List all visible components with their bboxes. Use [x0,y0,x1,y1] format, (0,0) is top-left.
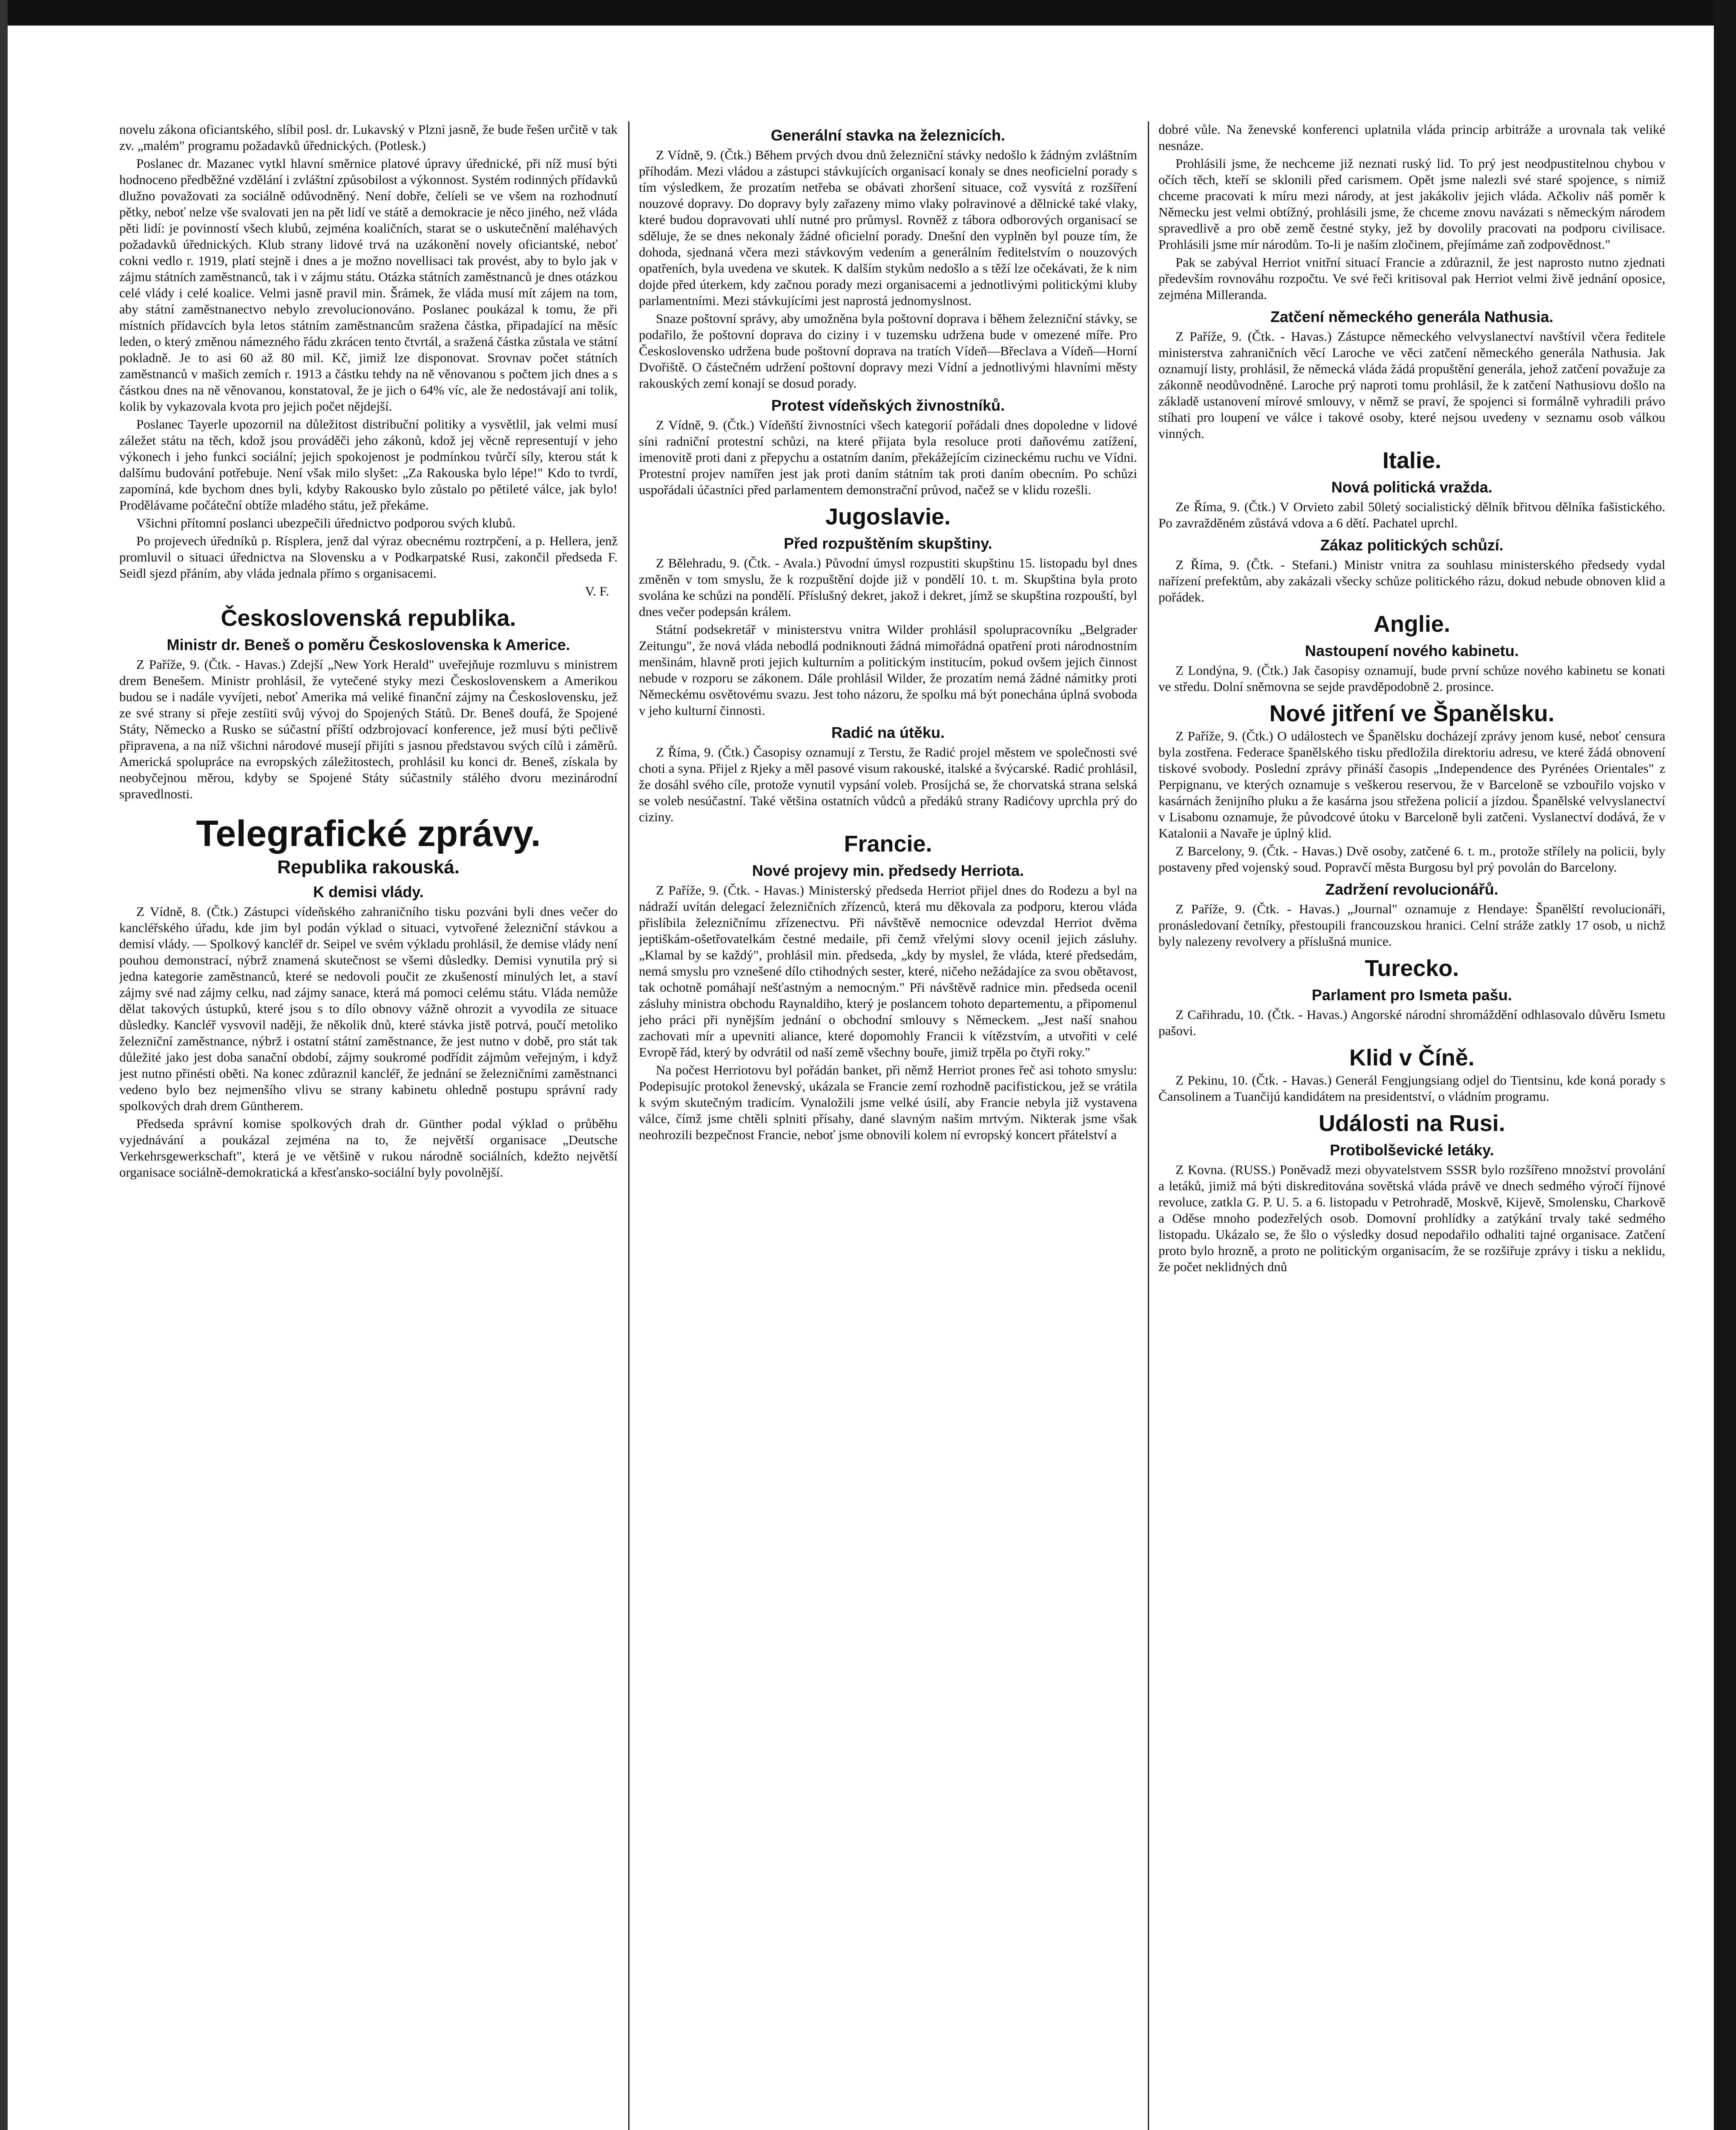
article-heading: Parlament pro Ismeta pašu. [1311,986,1512,1004]
article-heading: Nastoupení nového kabinetu. [1305,642,1519,659]
paragraph: Snaze poštovní správy, aby umožněna byla poštovní doprava i během železniční stávky, se podařilo, že poštovní doprava do ciziny i v tuzemsku udržena bude v omezené míře. Pro Československo udržena bude poštovní doprava na tratích Vídeň—Břeclava a Vídeň—Horní Dvořiště. O částečném udržení poštovní dopravy mezi Vídní a jednotlivými hlavními městy rakouských zemí konají se dosud porady. [639,311,1137,391]
paragraph: Poslanec dr. Mazanec vytkl hlavní směrnice platové úpravy úřednické, při níž musí býti hodnoceno předběžné vzdělání i zvláštní způsobilost a výkonnost. Systém rodinných přídavků dlužno považovati za sociálně odůvodněný. Není dobře, čelíeli se ve všem na rozhodnutí pětky, neboť nelze vše svalovati jen na pět lidí ve státě a demokracie je něco jiného, než vláda pěti lidí: je povinností všech klubů, zejména koaličních, starat se o uskutečnění maléhavých požadavků úřednických. Klub strany lidové trvá na uzákonění novely oficiantské, neboť cokni vedlo r. 1919, platí stejně i dnes a je možno novellisaci tak provést, aby to bylo jak v zájmu státních zaměstnanců, tak i v zájmu státu. Otázka státních zaměstnanců je dnes otázkou celé vlády i celé koalice. Velmi jasně pravil min. Šrámek, že vláda musí mít zájem na tom, aby státní zaměstnanectvo nebylo zrevolucionováno. Poslanec poukázal k tomu, že při místních přídavcích byla letos státním zaměstnancům sražena částka, připadající na měsíc leden, o který změnou námezného řádu zkrácen tento čtvrtál, a sražená částka zůstala ve státní pokladně. Je to asi 60 až 80 mil. Kč, jimiž lze disponovat. Srovnav počet státních zaměstnanců v mašich zemích r. 1913 a částku tehdy na ně věnovanou s počtem jich dnes a s částkou dnes na ně věnovanou, konstatoval, že je jich o 64% víc, ale že nedostávají ani tolik, kolik by vykazovala kvota pro jejich počet nějdejší. [119,156,618,414]
article-heading: Zadržení revolucionářů. [1325,881,1499,898]
paragraph: novelu zákona oficiantského, slíbil posl. dr. Lukavský v Plzni jasně, že bude řešen určitě v tak zv. „malém" programu požadavků úřednických. (Potlesk.) [119,122,618,153]
paragraph: Z Paříže, 9. (Čtk.) O událostech ve Španělsku docházejí zprávy jenom kusé, neboť censura byla zostřena. Federace španělského tisku předložila direktoriu adresu, ve které žádá obnovení tiskové svobody. Poslední zprávy přináší časopis „Independence des Pyrénées Orientales" z Perpignanu, ve kterých oznamuje s veškerou reservou, že v Barceloně se vzbouřilo vojsko v kasárnách ženijního pluku a že kasárna jsou střežena policií a jízdou. Španělské velvyslanectví v Lisabonu oznamuje, že původcové útoku v Barceloně byli zatčeni. Vyslanectví dodává, že v Katalonii a Navaře je úplný klid. [1158,728,1665,840]
section-heading: Klid v Číně. [1349,1045,1475,1071]
paragraph: Z Vídně, 8. (Čtk.) Zástupci vídeňského zahraničního tisku pozváni byli dnes večer do kancléřského úřadu, kde jim byl podán výklad o situaci, vytvořené železniční stávkou a demisí vlády. — Spolkový kancléř dr. Seipel ve svém výkladu prohlásil, že demise vlády není pouhou demonstrací, nýbrž znamená skutečnost se všemi důsledky. Demisi vynutila prý si jedna kategorie zaměstnanců, které se nedovoli poučit ze zkušeností minulých let, a staví zájmy své nad zájmy celku, nad zájmy sanace, která má pomoci celému státu. Vláda nemůže dělat takových ústupků, které jsou s to dílo obnovy vážně ohrozit a vyvodila ze situace důsledky. Kancléř vysvovil naději, že několik dnů, které stávka jistě potrvá, poučí metoliko železniční zaměstnance, nýbrž i ostatní státní zaměstnance, že jest nutno v době, pro stát tak důležité jako jest doba sanační období, zájmy soukromé podřídit zájmům veřejným, i když jest nutno přinésti oběti. Na konec zdůraznil kancléř, že jednání se železničními zaměstnanci vedeno bylo bez nejmenšího vlivu se strany kabinetu ohledně postupu správní rady spolkových drah drem Güntherem. [119,904,618,1113]
article-heading: Generální stavka na železnicích. [770,127,1006,144]
column-3 [1158,121,1665,2130]
section-heading: Jugoslavie. [825,504,951,530]
paragraph: Z Paříže, 9. (Čtk. - Havas.) Zástupce německého velvyslanectví navštívil včera ředitele ministerstva zahraničních věcí Laroche ve věci zatčení německého generála Nathusia. Jak oznamují listy, prohlásil, že německá vláda žádá propuštění generála, jehož zatčení považuje za zákonně neodůvodněné. Laroche prý naproti tomu prohlásil, že k zatčení Nathusiovu došlo na základě ustanovení mírové smlouvy, v němž se praví, že spojenci si formálně vyhradili právo stíhati pro loupení ve válce i takové osoby, které nejsou uvedeny v seznamu osob válkou vinných. [1158,329,1665,441]
paragraph: Z Pekinu, 10. (Čtk. - Havas.) Generál Fengjungsiang odjel do Tientsinu, kde koná porady s Čansolinem a Tuančijú kandidátem na presidentství, o vládním programu. [1158,1073,1665,1104]
column-1 [119,121,618,2130]
article-heading: Před rozpuštěním skupštiny. [784,535,992,552]
paragraph: Z Vídně, 9. (Čtk.) Vídeňští živnostníci všech kategorií pořádali dnes dopoledne v lidové síni radniční protestní schůzi, na které přijata byla resoluce proti daňovému zatížení, imenovitě proti dani z přepychu a ostatním daním, překážejícím cizineckému ruchu ve Vídni. Protestní projev namířen jest jak proti daním státním tak proti daním obecním. Po schůzi uspořádali účastníci před parlamentem demonstrační průvod, načež se v klidu rozešli. [639,417,1137,497]
column-rule [628,121,629,2130]
paragraph: Z Londýna, 9. (Čtk.) Jak časopisy oznamují, bude první schůze nového kabinetu se konati ve středu. Dolní sněmovna se sejde pravděpodobně 2. prosince. [1158,663,1665,694]
article-heading: K demisi vlády. [313,883,424,901]
paragraph: Z Říma, 9. (Čtk. - Stefani.) Ministr vnitra za souhlasu ministerského předsedy vydal nařízení prefektům, aby zakázali všecky schůze politického rázu, dokud nebude obnoven klid a pořádek. [1158,557,1665,604]
scan-border-left [0,0,8,2130]
paragraph: Na počest Herriotovu byl pořádán banket, při němž Herriot prones řeč asi tohoto smyslu: Podepisujíc protokol ženevský, ukázala se Francie zemí rozhodně pacifistickou, jež se vrátila k svým skutečným tradicím. Vynaložili jsme velké úsilí, aby Francie nebyla již vystavena válce, čímž jsme chtěli splniti přísahy, dané slavným našim mrtvým. Nikterak jsme však neohrozili bezpečnost Francie, neboť jsme obnovili kolem ní evropský koncert přátelství a [639,1062,1137,1142]
paragraph: Z Cařihradu, 10. (Čtk. - Havas.) Angorské národní shromáždění odhlasovalo důvěru Ismetu pašovi. [1158,1007,1665,1038]
scan-border-top [0,0,1736,26]
paragraph: Z Paříže, 9. (Čtk. - Havas.) Ministerský předseda Herriot přijel dnes do Rodezu a byl na nádraží uvítán delegací železničních zřízenců, která mu děkovala za podporu, kterou vláda přislíbila železničnímu zřízenectvu. Při návštěvě nemocnice odevzdal Herriot dvěma jeptiškám-ošetřovatelkám čestné medaile, při čemž vřelými slovy ocenil jejich zásluhy. „Klamal by se každý", prohlásil min. předseda, „kdy by myslel, že vláda, které předsedám, nemá smyslu pro vznešené dílo ctihodných sester, které, ničeho nežádajíce za svou obětavost, tak ochotně pomáhají nešťastným a nemocným." Při návštěvě radnice min. předseda ocenil zásluhy ministra obchodu Raynaldiho, který je poslancem tohoto departementu, a připomenul jeho práci při nynějším jednání o obchodní smlouvy s Německem. „Jest naší snahou zachovati mír a upevniti aliance, které dopomohly Francii k vítězstvím, a utvořiti v celé Evropě řád, který by odvrátil od naší země všechny bouře, jimiž trpěla po čtyři roky." [639,883,1137,1059]
signature: V. F. [585,584,609,599]
section-heading: Anglie. [1373,611,1450,637]
paragraph: Pak se zabýval Herriot vnitřní situací Francie a zdůraznil, že jest naprosto nutno zjednati především rovnováhu rozpočtu. Ve své řeči kritisoval pak Herriot velmi živě jednání oposice, zejména Millerandа. [1158,255,1665,302]
paragraph: Z Vídně, 9. (Čtk.) Během prvých dvou dnů železniční stávky nedošlo k žádným zvláštním příhodám. Mezi vládou a zástupci stávkujících organisací konaly se dnes neoficielní porady s tím výsledkem, že prozatím netřeba se obávati zhoršení situace, což vysvítá z rozšíření nouzové dopravy. Do dopravy byly zařazeny mimo vlaky polravinové a dělnické také vlaky, které budou dopravovati uhlí nutné pro průmysl. Rovněž z tábora odborových organisací se sděluje, že se dnes nekonaly žádné oficielní porady. Dnešní den vyplněn byl pouze tím, že dohoda, sjednaná včera mezi stávkovým vedením a generálním ředitelstvím o nouzových opatřeních, byla uvedena ve skutek. K dalším stykům nedošlo a s těží lze očekávati, že k nim dojde před úterkem, kdy začnou porady mezi organisacemi a jednotlivými politickými kluby parlamentními. Mezi stávkujícími jest naprostá jednomyslnost. [639,147,1137,308]
paragraph: Z Říma, 9. (Čtk.) Časopisy oznamují z Terstu, že Radić projel městem ve společnosti své choti a syna. Přijel z Rjeky a měl pasové visum rakouské, italské a švýcarské. Radić prohlásil, že dosáhl svého cíle, protože vynutil vypsání voleb. Prosíjchá se, že chorvatská strana selská se voleb nesúčastní. Také většina ostatních vůdců a předáků strany Radićovy uprchla prý do ciziny. [639,745,1137,824]
paragraph: Poslanec Tayerle upozornil na důležitost distribuční politiky a vysvětlil, jak velmi musí záležet státu na těch, kdož jsou prováděči jeho zákonů, kdož jej věcně representují v jeho výkonech i jeho funkci sociální; jejich spokojenost je podmínkou tvůrčí síly, kterou stát k dalšímu budování potřebuje. Není však milo slyšet: „Za Rakouska bylo lépe!" Kdo to tvrdí, zapomíná, kde bychom dnes byli, kdyby Rakousko bylo zůstalo po pětileté válce, jak bylo! Prodělávame počáteční obtíže mladého státu, jež překáme. [119,417,618,512]
section-heading: Italie. [1382,448,1442,473]
section-heading: Československá republika. [221,605,516,631]
paragraph: Státní podsekretář v ministerstvu vnitra Wilder prohlásil spolupracovníku „Belgrader Zeitungu", že nová vláda nebodlá podniknouti žádná mimořádná opatření proti národnostním menšinám, hlavně proti jejich kulturním a politickým institucím, pokud ovšem jejich činnost nebude v rozporu se zákonem. Dále prohlásil Wilder, že prozatím nemá žádné námitky proti Německému osvětovému svazu. Jest toho názoru, že spolku má být ponechána úplná svoboda v jeho kulturní činnosti. [639,622,1137,718]
section-heading: Turecko. [1365,956,1459,981]
article-heading: Protibolševické letáky. [1330,1141,1494,1159]
paragraph: Z Paříže, 9. (Čtk. - Havas.) „Journal" oznamuje z Hendaye: Španělští revolucionáři, pronásledovaní četníky, přestoupili francouzskou hranici. Celní stráže zatkly 17 osob, u nichž byly nalezeny revolvery a příslušná munice. [1158,901,1665,949]
scan-border-right [1714,0,1736,2130]
paragraph: Po projevech úředníků p. Rísplera, jenž dal výraz obecnému roztrpčení, a p. Hellera, jenž promluvil o situaci úřednictva na Slovensku a v Podkarpatské Rusi, zakončil předseda F. Seidl sjezd přáním, aby vláda jednala přímo s organisacemi. [119,533,618,581]
article-heading: Protest vídeňských živnostníků. [771,397,1005,414]
section-heading: Události na Rusi. [1318,1111,1506,1136]
paragraph: Z Barcelony, 9. (Čtk. - Havas.) Dvě osoby, zatčené 6. t. m., protože střílely na policii, byly postaveny před vojenský soud. Popravčí města Burgosu byl prý povolán do Barcelony. [1158,843,1665,875]
paragraph: Z Bělehradu, 9. (Čtk. - Avala.) Původní úmysl rozpustiti skupštinu 15. listopadu byl dnes změněn v tom smyslu, že k rozpuštění dojde již v pondělí 10. t. m. Skupština byla proto svolána ke schůzi na pondělí. Příslušný dekret, jakož i dekret, jímž se skupština rozpouští, byl dnes večer podepsán králem. [639,556,1137,619]
page-section-title: Telegrafické zprávy. [196,813,541,854]
paragraph: Prohlásili jsme, že nechceme již neznati ruský lid. To prý jest neodpustitelnou chybou v očích těch, kteří se sklonili před carismem. Opět jsme nalezli své staré spojence, s nimiž chceme pracovati k míru mezi národy, at jest jakákoliv jejich vláda. Ačkoliv náš poměr k Německu jest velmi obtížný, prohlásili jsme, že chceme znovu navázati s německým národem spravedlivě a pro obě země čestné styky, jež by dovolily pracovati na podporu civilisace. Prohlásili jsme mír národům. To-li je naším zločinem, přejímáme zaň zodpovědnost." [1158,156,1665,252]
article-heading: Ministr dr. Beneš o poměru Československa k Americe. [167,636,570,653]
paragraph: Z Kovna. (RUSS.) Poněvadž mezi obyvatelstvem SSSR bylo rozšířeno množství provolání a letáků, jimiž má býti diskreditována sovětská vláda právě ve dnech sedmého výročí říjnové revoluce, zatkla G. P. U. 5. a 6. listopadu v Petrohradě, Moskvě, Kijevě, Smolensku, Charkově a Oděse mnoho podezřelých osob. Domovní prohlídky a zatýkání trvaly také sedmého listopadu. Ukázalo se, že šlo o výsledky dosud nepodařilo odhaliti tajné organisace. Zatčení proto bylo hrozně, a proto ne politickým organisacím, že se rozšiřuje zprávy i tisku a neklidu, že počet neklidných dnů [1158,1162,1665,1274]
article-heading: Nová politická vražda. [1331,478,1493,496]
column-2 [639,121,1137,2130]
newspaper-page [119,121,1665,2130]
paragraph: dobré vůle. Na ženevské konferenci uplatnila vláda princip arbitráže a urovnala tak veliké nesnáze. [1158,122,1665,153]
paragraph: Z Paříže, 9. (Čtk. - Havas.) Zdejší „New York Herald" uveřejňuje rozmluvu s ministrem drem Benešem. Ministr prohlásil, že vytečené styky mezi Československem a Amerikou budou se i nadále vyvíjeti, neboť Amerika má veliké finanční zájmy na Československu, jež ze své strany si přeje zestíiti svůj vývoj do Spojených Států. Dr. Beneš doufá, že Spojené Státy, Německo a Rusko se súčastní příští odzbrojovací konference, jež musí býti pečlivě připravena, a na níž všichni národové musejí přijíti s jasnou představou svých cílů i záměrů. Americká spolupráce na evropských záležitostech, prohlásil ku konci dr. Beneš, získala by neobyčejnou měrou, kdyby se Spojené Státy súčastnily stálého dvoru mezinárodní spravedlnosti. [119,657,618,801]
section-heading: Francie. [844,831,932,857]
paragraph: Ze Říma, 9. (Čtk.) V Orvieto zabil 50letý socialistický dělník břitvou dělníka fašistického. Po zavražděném zůstává vdova a 6 dětí. Pachatel uprchl. [1158,499,1665,530]
section-heading: Nové jitření ve Španělsku. [1269,701,1555,726]
paragraph: Předseda správní komise spolkových drah dr. Günther podal výklad o průběhu vyjednávání a poukázal zejména na to, že největší organisace „Deutsche Verkehrsgewerkschaft", která je ve většině v rukou národně sociálních, kdežto největší organisace sociálně-demokratická a křesťansko-sociální byly povolnější. [119,1116,618,1180]
article-heading: Zatčení německého generála Nathusia. [1270,308,1554,325]
column-rule [1148,121,1149,2130]
article-heading: Zákaz politických schůzí. [1320,536,1504,554]
article-heading: Nové projevy min. předsedy Herriota. [752,862,1024,879]
paragraph: Všichni přítomní poslanci ubezpečili úřednictvo podporou svých klubů. [136,515,516,530]
section-heading: Republika rakouská. [277,857,460,878]
article-heading: Radić na útěku. [831,724,945,741]
